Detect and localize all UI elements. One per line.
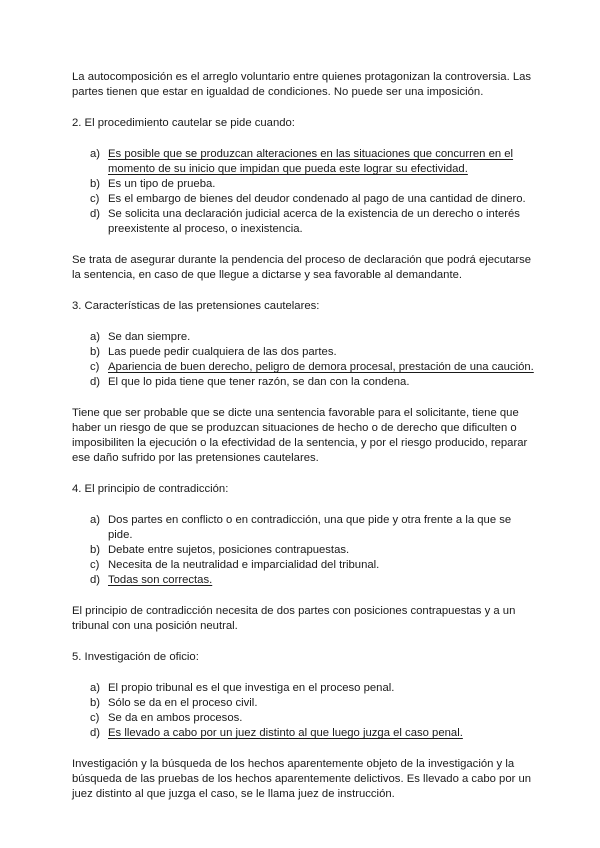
option-marker: c) bbox=[90, 559, 100, 571]
intro-paragraph: La autocomposición es el arreglo voluntario entre quienes protagonizan la controversia. Las partes tienen que estar en igualdad de condiciones. No puede ser una imposición. bbox=[72, 71, 532, 98]
explanation-paragraph: Se trata de asegurar durante la pendencia del proceso de declaración que podrá ejecutarse la sentencia, en caso de que llegue a dictarse y sea favorable al demandante. bbox=[72, 254, 532, 281]
question-title: 5. Investigación de oficio: bbox=[72, 651, 199, 663]
option-item bbox=[72, 360, 537, 375]
option-item bbox=[72, 513, 537, 543]
option-marker: a) bbox=[90, 331, 101, 343]
option-text: Se dan siempre. bbox=[108, 331, 191, 343]
option-text: Dos partes en conflicto o en contradicción, una que pide y otra frente a la que se pide. bbox=[108, 514, 512, 541]
explanation-paragraph: Tiene que ser probable que se dicte una sentencia favorable para el solicitante, tiene que haber un riesgo de que se produzcan situaciones de hecho o de derecho que dificulten o imposibiliten la ejecución o la efectividad de la sentencia, y por el riesgo producido, reparar ese daño sufrido por las pretensiones cautelares. bbox=[72, 407, 528, 464]
option-item bbox=[72, 681, 537, 696]
option-marker: d) bbox=[90, 727, 101, 739]
option-marker: a) bbox=[90, 514, 101, 526]
option-item bbox=[72, 177, 537, 192]
option-marker: a) bbox=[90, 148, 101, 160]
option-item bbox=[72, 558, 537, 573]
option-text: Sólo se da en el proceso civil. bbox=[108, 697, 258, 709]
option-marker: b) bbox=[90, 178, 101, 190]
option-marker: b) bbox=[90, 346, 101, 358]
option-marker: b) bbox=[90, 697, 101, 709]
option-text: Se solicita una declaración judicial acerca de la existencia de un derecho o interés preexistente al proceso, o inexistencia. bbox=[108, 208, 520, 235]
option-item bbox=[72, 696, 537, 711]
options-list bbox=[72, 330, 537, 390]
option-text-correct: Apariencia de buen derecho, peligro de demora procesal, prestación de una caución. bbox=[108, 361, 534, 373]
option-item bbox=[72, 345, 537, 360]
option-marker: c) bbox=[90, 712, 100, 724]
option-marker: c) bbox=[90, 361, 100, 373]
option-text-correct: Es llevado a cabo por un juez distinto al que luego juzga el caso penal. bbox=[108, 727, 463, 739]
option-marker: d) bbox=[90, 376, 101, 388]
document-body bbox=[72, 70, 537, 818]
option-marker: b) bbox=[90, 544, 101, 556]
option-text: Debate entre sujetos, posiciones contrapuestas. bbox=[108, 544, 350, 556]
option-marker: c) bbox=[90, 193, 100, 205]
option-item bbox=[72, 192, 537, 207]
question-title: 4. El principio de contradicción: bbox=[72, 483, 229, 495]
option-text: Necesita de la neutralidad e imparcialidad del tribunal. bbox=[108, 559, 380, 571]
option-text: Es el embargo de bienes del deudor condenado al pago de una cantidad de dinero. bbox=[108, 193, 526, 205]
option-text: Se da en ambos procesos. bbox=[108, 712, 243, 724]
options-list bbox=[72, 681, 537, 741]
option-marker: a) bbox=[90, 682, 101, 694]
option-item bbox=[72, 207, 537, 237]
option-marker: d) bbox=[90, 574, 101, 586]
option-item bbox=[72, 330, 537, 345]
option-text: Es un tipo de prueba. bbox=[108, 178, 216, 190]
option-item bbox=[72, 375, 537, 390]
option-text: El propio tribunal es el que investiga en el proceso penal. bbox=[108, 682, 395, 694]
option-item bbox=[72, 543, 537, 558]
option-text-correct: Es posible que se produzcan alteraciones en las situaciones que concurren en el momento de su inicio que impidan que pueda este lograr su efectividad. bbox=[108, 148, 514, 175]
option-item bbox=[72, 726, 537, 741]
option-text: Las puede pedir cualquiera de las dos partes. bbox=[108, 346, 337, 358]
explanation-paragraph: El principio de contradicción necesita de dos partes con posiciones contrapuestas y a un tribunal con una posición neutral. bbox=[72, 605, 516, 632]
option-item bbox=[72, 147, 537, 177]
option-text-correct: Todas son correctas. bbox=[108, 574, 213, 586]
options-list bbox=[72, 513, 537, 588]
options-list bbox=[72, 147, 537, 237]
question-title: 3. Características de las pretensiones cautelares: bbox=[72, 300, 320, 312]
question-title: 2. El procedimiento cautelar se pide cuando: bbox=[72, 117, 295, 129]
option-marker: d) bbox=[90, 208, 101, 220]
option-text: El que lo pida tiene que tener razón, se dan con la condena. bbox=[108, 376, 410, 388]
option-item bbox=[72, 711, 537, 726]
explanation-paragraph: Investigación y la búsqueda de los hechos aparentemente objeto de la investigación y la búsqueda de las pruebas de los hechos aparentemente delictivos. Es llevado a cabo por un juez distinto al que juzga el caso, se le llama juez de instrucción. bbox=[72, 758, 532, 800]
option-item bbox=[72, 573, 537, 588]
